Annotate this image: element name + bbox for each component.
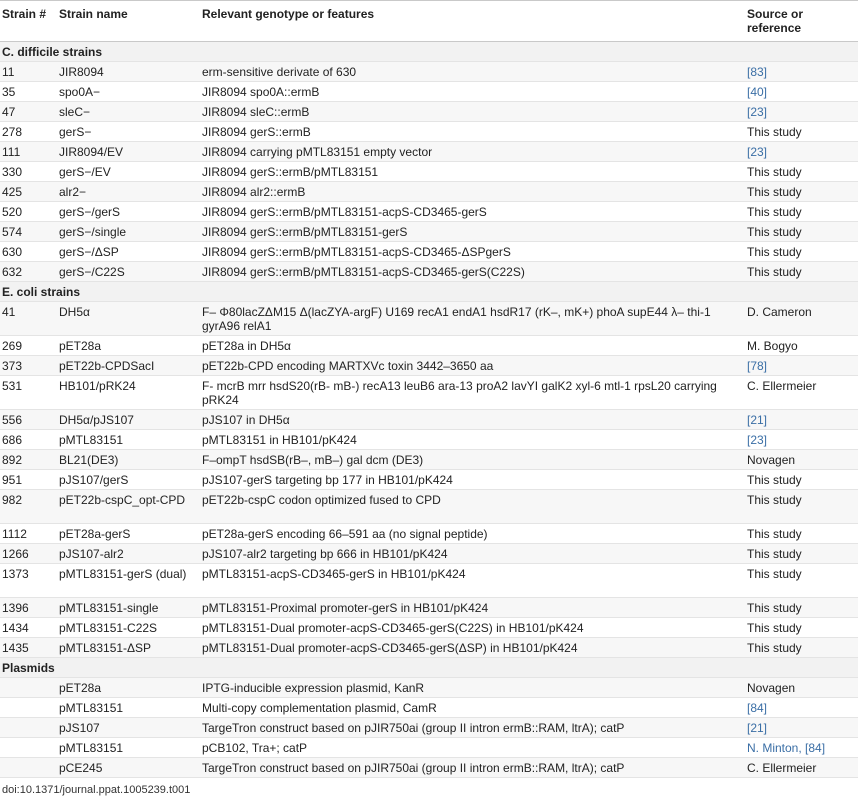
strain-number-cell: 951: [0, 470, 57, 490]
strain-number-cell: 425: [0, 182, 57, 202]
strain-name-cell: gerS−/gerS: [57, 202, 200, 222]
table-row: [0, 222, 858, 242]
table-row: [0, 142, 858, 162]
table-row: [0, 262, 858, 282]
genotype-cell: Multi-copy complementation plasmid, CamR: [200, 698, 745, 718]
strain-number-cell: 982: [0, 490, 57, 524]
source-cell: [40]: [745, 82, 858, 102]
strain-name-cell: pJS107: [57, 718, 200, 738]
source-cell: This study: [745, 262, 858, 282]
strain-name-cell: pET22b-CPDSacI: [57, 356, 200, 376]
strain-number-cell: 630: [0, 242, 57, 262]
section-title: C. difficile strains: [0, 42, 858, 62]
genotype-cell: pMTL83151-Proximal promoter-gerS in HB101/pK424: [200, 598, 745, 618]
strain-name-cell: pMTL83151: [57, 430, 200, 450]
strain-number-cell: 632: [0, 262, 57, 282]
table-row: [0, 564, 858, 598]
genotype-cell: pJS107 in DH5α: [200, 410, 745, 430]
strain-number-cell: 269: [0, 336, 57, 356]
source-cell: [78]: [745, 356, 858, 376]
table-row: [0, 450, 858, 470]
genotype-cell: pET22b-CPD encoding MARTXVc toxin 3442–3650 aa: [200, 356, 745, 376]
strain-number-cell: 520: [0, 202, 57, 222]
genotype-cell: F- mcrB mrr hsdS20(rB- mB-) recA13 leuB6 ara-13 proA2 lavYI galK2 xyl-6 mtl-1 rpsL20 carrying pRK24: [200, 376, 745, 410]
table-row: [0, 490, 858, 524]
strain-number-cell: 556: [0, 410, 57, 430]
source-cell: [21]: [745, 718, 858, 738]
strain-number-cell: 892: [0, 450, 57, 470]
table-row: [0, 430, 858, 450]
strain-number-cell: [0, 758, 57, 778]
strain-number-cell: 11: [0, 62, 57, 82]
strain-name-cell: pMTL83151-gerS (dual): [57, 564, 200, 598]
table-header: [0, 1, 858, 42]
table-row: [0, 598, 858, 618]
strain-number-cell: 278: [0, 122, 57, 142]
source-cell: C. Ellermeier: [745, 376, 858, 410]
genotype-cell: IPTG-inducible expression plasmid, KanR: [200, 678, 745, 698]
section-title: E. coli strains: [0, 282, 858, 302]
strain-number-cell: 47: [0, 102, 57, 122]
strain-name-cell: sleC−: [57, 102, 200, 122]
genotype-cell: TargeTron construct based on pJIR750ai (group II intron ermB::RAM, ltrA); catP: [200, 718, 745, 738]
strain-number-cell: 1266: [0, 544, 57, 564]
strain-number-cell: [0, 718, 57, 738]
source-cell: C. Ellermeier: [745, 758, 858, 778]
strain-number-cell: 1435: [0, 638, 57, 658]
genotype-cell: JIR8094 gerS::ermB/pMTL83151-acpS-CD3465-gerS: [200, 202, 745, 222]
strain-number-cell: 686: [0, 430, 57, 450]
strain-number-cell: [0, 738, 57, 758]
source-cell: This study: [745, 564, 858, 598]
source-cell: [23]: [745, 430, 858, 450]
table-row: [0, 638, 858, 658]
col-header-source: Source or reference: [745, 1, 858, 42]
strain-number-cell: 1373: [0, 564, 57, 598]
source-cell: Novagen: [745, 678, 858, 698]
strain-number-cell: 1434: [0, 618, 57, 638]
strain-name-cell: pET28a-gerS: [57, 524, 200, 544]
source-cell: [21]: [745, 410, 858, 430]
section-title: Plasmids: [0, 658, 858, 678]
strain-name-cell: pJS107-alr2: [57, 544, 200, 564]
source-cell: [23]: [745, 142, 858, 162]
strain-name-cell: pMTL83151-single: [57, 598, 200, 618]
table-row: [0, 82, 858, 102]
table-row: [0, 718, 858, 738]
genotype-cell: F– Φ80lacZΔM15 Δ(lacZYA-argF) U169 recA1 endA1 hsdR17 (rK–, mK+) phoA supE44 λ– thi-1 gyrA96 relA1: [200, 302, 745, 336]
genotype-cell: JIR8094 carrying pMTL83151 empty vector: [200, 142, 745, 162]
table-row: [0, 102, 858, 122]
table-row: [0, 678, 858, 698]
table-row: [0, 336, 858, 356]
table-row: [0, 356, 858, 376]
genotype-cell: JIR8094 sleC::ermB: [200, 102, 745, 122]
source-cell: [23]: [745, 102, 858, 122]
strain-name-cell: spo0A−: [57, 82, 200, 102]
strain-name-cell: pMTL83151-C22S: [57, 618, 200, 638]
table-row: [0, 410, 858, 430]
genotype-cell: JIR8094 gerS::ermB/pMTL83151-acpS-CD3465-ΔSPgerS: [200, 242, 745, 262]
genotype-cell: JIR8094 gerS::ermB/pMTL83151: [200, 162, 745, 182]
source-cell: This study: [745, 544, 858, 564]
strain-name-cell: alr2−: [57, 182, 200, 202]
table-row: [0, 738, 858, 758]
strain-name-cell: gerS−/C22S: [57, 262, 200, 282]
genotype-cell: JIR8094 alr2::ermB: [200, 182, 745, 202]
source-cell: This study: [745, 242, 858, 262]
genotype-cell: JIR8094 gerS::ermB/pMTL83151-acpS-CD3465-gerS(C22S): [200, 262, 745, 282]
strain-number-cell: 574: [0, 222, 57, 242]
source-cell: D. Cameron: [745, 302, 858, 336]
strain-number-cell: 373: [0, 356, 57, 376]
genotype-cell: pJS107-alr2 targeting bp 666 in HB101/pK424: [200, 544, 745, 564]
strain-name-cell: pCE245: [57, 758, 200, 778]
table-row: [0, 122, 858, 142]
strain-number-cell: 330: [0, 162, 57, 182]
strain-name-cell: gerS−/ΔSP: [57, 242, 200, 262]
genotype-cell: TargeTron construct based on pJIR750ai (group II intron ermB::RAM, ltrA); catP: [200, 758, 745, 778]
strain-name-cell: pMTL83151-ΔSP: [57, 638, 200, 658]
genotype-cell: pJS107-gerS targeting bp 177 in HB101/pK424: [200, 470, 745, 490]
genotype-cell: JIR8094 gerS::ermB/pMTL83151-gerS: [200, 222, 745, 242]
strain-name-cell: gerS−/EV: [57, 162, 200, 182]
source-cell: This study: [745, 524, 858, 544]
table-body: [0, 42, 858, 778]
source-cell: This study: [745, 182, 858, 202]
table-row: [0, 698, 858, 718]
strain-name-cell: JIR8094/EV: [57, 142, 200, 162]
source-cell: This study: [745, 222, 858, 242]
strain-name-cell: pMTL83151: [57, 698, 200, 718]
table-row: [0, 470, 858, 490]
strain-name-cell: pET28a: [57, 336, 200, 356]
source-cell: Novagen: [745, 450, 858, 470]
col-header-strain-name: Strain name: [57, 1, 200, 42]
genotype-cell: JIR8094 gerS::ermB: [200, 122, 745, 142]
genotype-cell: pCB102, Tra+; catP: [200, 738, 745, 758]
section-header: [0, 282, 858, 302]
table-row: [0, 202, 858, 222]
table-row: [0, 302, 858, 336]
table-row: [0, 544, 858, 564]
table-row: [0, 162, 858, 182]
genotype-cell: F–ompT hsdSB(rB–, mB–) gal dcm (DE3): [200, 450, 745, 470]
strain-number-cell: 111: [0, 142, 57, 162]
source-cell: This study: [745, 122, 858, 142]
genotype-cell: pMTL83151-Dual promoter-acpS-CD3465-gerS(C22S) in HB101/pK424: [200, 618, 745, 638]
source-cell: This study: [745, 202, 858, 222]
strain-number-cell: [0, 678, 57, 698]
table-row: [0, 758, 858, 778]
genotype-cell: erm-sensitive derivate of 630: [200, 62, 745, 82]
source-cell: This study: [745, 162, 858, 182]
strain-name-cell: pET28a: [57, 678, 200, 698]
strain-number-cell: 35: [0, 82, 57, 102]
table-row: [0, 376, 858, 410]
strain-name-cell: gerS−/single: [57, 222, 200, 242]
source-cell: This study: [745, 470, 858, 490]
strain-number-cell: 1112: [0, 524, 57, 544]
genotype-cell: pET22b-cspC codon optimized fused to CPD: [200, 490, 745, 524]
genotype-cell: JIR8094 spo0A::ermB: [200, 82, 745, 102]
strain-name-cell: pMTL83151: [57, 738, 200, 758]
strain-name-cell: gerS−: [57, 122, 200, 142]
source-cell: N. Minton, [84]: [745, 738, 858, 758]
genotype-cell: pMTL83151-Dual promoter-acpS-CD3465-gerS(ΔSP) in HB101/pK424: [200, 638, 745, 658]
source-cell: This study: [745, 638, 858, 658]
table-row: [0, 618, 858, 638]
col-header-strain-number: Strain #: [0, 1, 57, 42]
strain-name-cell: BL21(DE3): [57, 450, 200, 470]
strain-name-cell: DH5α/pJS107: [57, 410, 200, 430]
strain-name-cell: pET22b-cspC_opt-CPD: [57, 490, 200, 524]
strain-number-cell: [0, 698, 57, 718]
source-cell: This study: [745, 598, 858, 618]
genotype-cell: pET28a-gerS encoding 66–591 aa (no signal peptide): [200, 524, 745, 544]
source-cell: This study: [745, 618, 858, 638]
strain-number-cell: 1396: [0, 598, 57, 618]
strain-number-cell: 41: [0, 302, 57, 336]
table-row: [0, 182, 858, 202]
source-cell: This study: [745, 490, 858, 524]
strain-name-cell: DH5α: [57, 302, 200, 336]
doi-footer: doi:10.1371/journal.ppat.1005239.t001: [2, 784, 191, 796]
genotype-cell: pMTL83151 in HB101/pK424: [200, 430, 745, 450]
strain-name-cell: HB101/pRK24: [57, 376, 200, 410]
section-header: [0, 658, 858, 678]
strain-name-cell: pJS107/gerS: [57, 470, 200, 490]
source-cell: M. Bogyo: [745, 336, 858, 356]
source-cell: [84]: [745, 698, 858, 718]
genotype-cell: pET28a in DH5α: [200, 336, 745, 356]
strain-number-cell: 531: [0, 376, 57, 410]
source-cell: [83]: [745, 62, 858, 82]
col-header-genotype: Relevant genotype or features: [200, 1, 745, 42]
table-row: [0, 524, 858, 544]
strain-name-cell: JIR8094: [57, 62, 200, 82]
table-row: [0, 242, 858, 262]
section-header: [0, 42, 858, 62]
genotype-cell: pMTL83151-acpS-CD3465-gerS in HB101/pK424: [200, 564, 745, 598]
table-row: [0, 62, 858, 82]
